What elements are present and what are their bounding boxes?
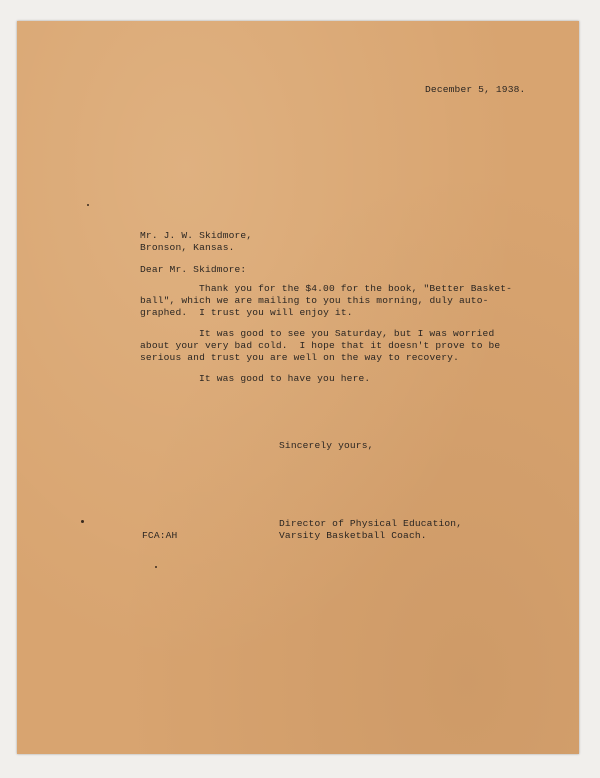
paragraph-1-line-2: ball", which we are mailing to you this morning, duly auto- xyxy=(140,295,489,306)
paragraph-1-line-3: graphed. I trust you will enjoy it. xyxy=(140,307,353,318)
paragraph-2-line-2: about your very bad cold. I hope that it doesn't prove to be xyxy=(140,340,501,351)
signature-title-2: Varsity Basketball Coach. xyxy=(279,530,427,541)
letter-date: December 5, 1938. xyxy=(425,84,526,95)
paper-speck xyxy=(81,520,84,523)
salutation: Dear Mr. Skidmore: xyxy=(140,264,247,275)
complimentary-closing: Sincerely yours, xyxy=(279,440,374,451)
paragraph-3-line-1: It was good to have you here. xyxy=(199,373,371,384)
paragraph-2-line-1: It was good to see you Saturday, but I was worried xyxy=(199,328,495,339)
paragraph-2-line-3: serious and trust you are well on the way to recovery. xyxy=(140,352,459,363)
recipient-name: Mr. J. W. Skidmore, xyxy=(140,230,253,241)
paragraph-1-line-1: Thank you for the $4.00 for the book, "Better Basket- xyxy=(199,283,513,294)
letter-page xyxy=(17,21,579,754)
recipient-location: Bronson, Kansas. xyxy=(140,242,235,253)
reference-initials: FCA:AH xyxy=(142,530,178,541)
signature-title-1: Director of Physical Education, xyxy=(279,518,463,529)
paper-speck xyxy=(87,204,89,206)
paper-speck xyxy=(155,566,157,568)
